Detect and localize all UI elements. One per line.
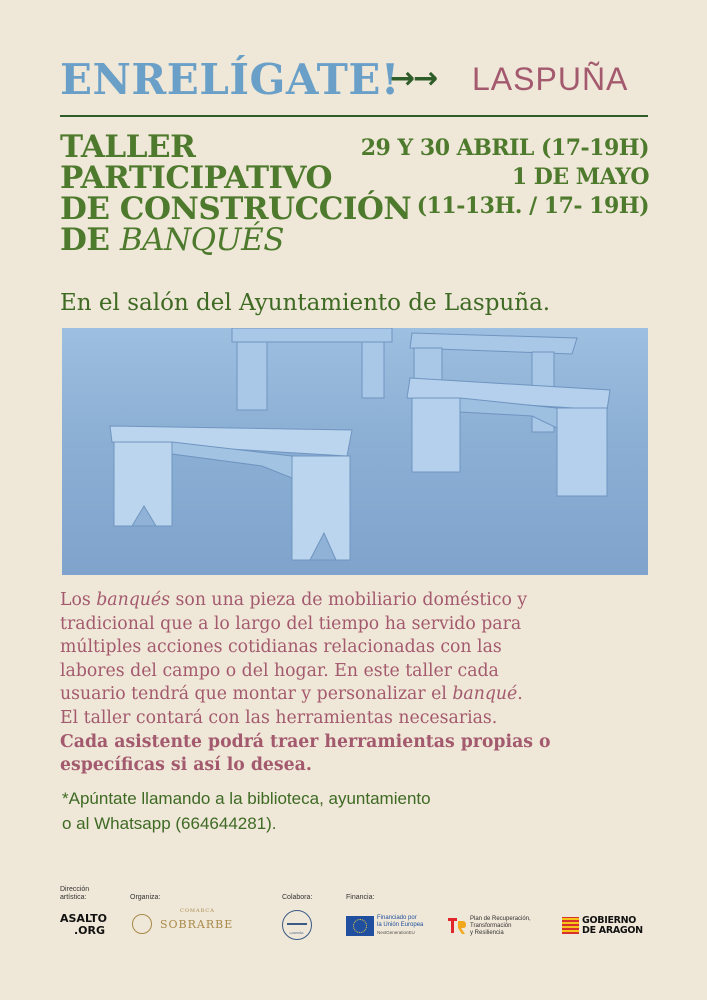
label-text: Dirección (60, 886, 90, 893)
logo-text: DE ARAGON (582, 925, 643, 936)
logo-text: Financiado por (377, 915, 417, 921)
eu-logo-text (377, 915, 423, 936)
prtr-icon (447, 916, 467, 936)
prtr-logo-text (470, 916, 531, 937)
date-line: (11-13H. / 17- 19H) (416, 193, 649, 219)
collaborator-label: Colabora: (282, 894, 313, 901)
sobrarbe-emblem-icon (132, 914, 152, 934)
logo-text: .ORG (74, 924, 106, 937)
title-line: TALLER (60, 129, 196, 165)
title-line: PARTICIPATIVO (60, 160, 333, 196)
title-prefix: DE (60, 222, 120, 258)
body-text: . (517, 684, 523, 705)
body-line: múltiples acciones cotidianas relacionadas con las (60, 637, 502, 658)
stars-icon (353, 919, 367, 933)
logo-text: Plan de Recuperación, (470, 916, 531, 922)
logo-text: LASPUÑA (289, 931, 304, 935)
note-line: *Apúntate llamando a la biblioteca, ayuntamiento (62, 789, 431, 808)
signup-note (62, 786, 622, 836)
aragon-logo-text (582, 916, 643, 936)
arrows-icon: →→ (390, 61, 437, 96)
place-name: LASPUÑA (472, 61, 629, 97)
body-line (60, 589, 660, 613)
title-italic: BANQUÉS (119, 222, 285, 258)
divider (60, 115, 648, 117)
brand-title: ENRELÍGATE! (60, 55, 400, 104)
schedule (361, 134, 649, 221)
logo-text: ASALTO (60, 912, 107, 925)
benches-photo (62, 328, 648, 575)
header (60, 55, 650, 105)
body-line-bold: específicas si así lo desea. (60, 755, 312, 776)
body-text: son una pieza de mobiliario doméstico y (170, 590, 528, 610)
body-text: Los (60, 590, 97, 610)
title-line: DE CONSTRUCCIÓN (60, 191, 412, 227)
logo-text: y Resiliencia (470, 930, 504, 936)
logo-text: la Unión Europea (377, 922, 424, 928)
funding-label: Financia: (346, 894, 375, 901)
description (60, 589, 660, 778)
eu-flag-icon (346, 916, 374, 936)
aragon-flag-icon (562, 917, 579, 934)
wave-icon (287, 923, 307, 928)
label-text: artística: (60, 894, 87, 901)
note-line: o al Whatsapp (664644281). (62, 814, 277, 833)
footer-logos (0, 880, 707, 960)
date-line: 1 DE MAYO (511, 164, 649, 190)
logo-text: GOBIERNO (582, 915, 637, 926)
body-line: El taller contará con las herramientas necesarias. (60, 707, 498, 728)
logo-text: SOBRARBE (160, 918, 234, 931)
logo-text: Transformación (470, 923, 512, 929)
body-text: usuario tendrá que montar y personalizar el (60, 684, 453, 705)
laspuna-logo (282, 910, 312, 940)
body-italic: banqués (96, 590, 171, 610)
artistic-direction-label (60, 886, 89, 902)
body-italic: banqué (452, 684, 518, 705)
body-line (60, 683, 660, 707)
logo-text: COMARCA (180, 908, 215, 914)
venue: En el salón del Ayuntamiento de Laspuña. (60, 290, 551, 316)
body-line: tradicional que a lo largo del tiempo ha servido para (60, 613, 522, 634)
asalto-logo (60, 913, 107, 937)
date-line: 29 Y 30 ABRIL (17-19H) (360, 135, 649, 161)
title-line (60, 222, 420, 258)
organizer-label: Organiza: (130, 894, 161, 901)
logo-text: NextGenerationEU (377, 930, 415, 935)
body-line: labores del campo o del hogar. En este taller cada (60, 660, 499, 681)
body-line-bold: Cada asistente podrá traer herramientas propias o (60, 731, 551, 752)
